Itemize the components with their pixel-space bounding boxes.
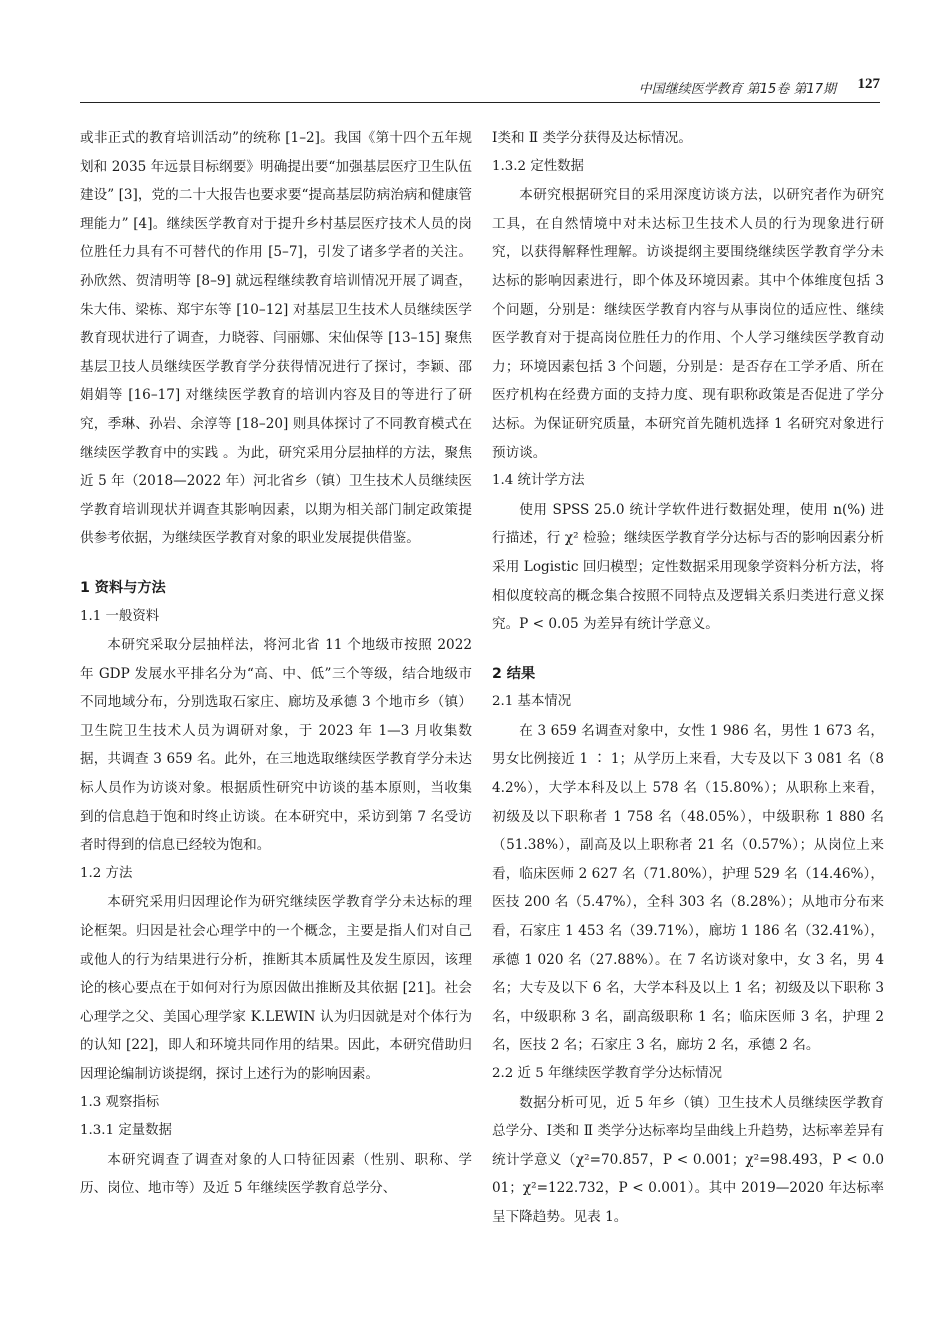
page-number: 127 (857, 76, 880, 92)
section-1-4-paragraph: 使用 SPSS 25.0 统计学软件进行数据处理，使用 n(%) 进行描述，行 χ² 检验；继续医学教育学分达标与否的影响因素分析采用 Logistic 回归模型；定性数据采用现象学资料分析方法，将相似度较高的概念集合按照不同特点及逻辑关系归类进行意义探究。P < 0.05 为差异有统计学意义。 (492, 501, 884, 633)
section-1-1-heading: 1.1 一般资料 (80, 608, 160, 624)
section-2-2-paragraph: 数据分析可见，近 5 年乡（镇）卫生技术人员继续医学教育总学分、Ⅰ类和 Ⅱ 类学分达标率均呈曲线上升趋势，达标率差异有统计学意义（χ²=70.857，P < 0.001；χ²=98.493，P < 0.001；χ²=122.732，P < 0.001）。其中 2019—2020 年达标率呈下降趋势。见表 1。 (492, 1094, 884, 1225)
section-1-3-heading: 1.3 观察指标 (80, 1094, 160, 1110)
section-2-2-heading: 2.2 近 5 年继续医学教育学分达标情况 (492, 1066, 723, 1081)
section-1-3-2-paragraph: 本研究根据研究目的采用深度访谈方法，以研究者作为研究工具，在自然情境中对未达标卫生技术人员的行为现象进行研究，以获得解释性理解。访谈提纲主要围绕继续医学教育学分未达标的影响因素进行，即个体及环境因素。其中个体维度包括 3 个问题，分别是：继续医学教育内容与从事岗位的适应性、继续医学教育对于提高岗位胜任力的作用、个人学习继续医学教育动力；环境因素包括 3 个问题，分别是：是否存在工学矛盾、所在医疗机构在经费方面的支持力度、现有职称政策是否促进了学分达标。为保证研究质量，本研究首先随机选择 1 名研究对象进行预访谈。 (492, 187, 884, 461)
section-1-3-1-paragraph: 本研究调查了调查对象的人口特征因素（性别、职称、学历、岗位、地市等）及近 5 年继续医学教育总学分、 (80, 1151, 472, 1197)
section-2-heading: 2 结果 (492, 665, 536, 682)
section-1-2-heading: 1.2 方法 (80, 865, 133, 881)
section-1-4-heading: 1.4 统计学方法 (492, 473, 585, 489)
section-1-heading: 1 资料与方法 (80, 579, 166, 596)
intro-paragraph: 或非正式的教育培训活动”的统称 [1–2]。我国《第十四个五年规划和 2035 年远景目标纲要》明确提出要“加强基层医疗卫生队伍建设” [3]，党的二十大报告也要求要“提高基层防病治病和健康管理能力” [4]。继续医学教育对于提升乡村基层医疗技术人员的岗位胜任力具有不可替代的作用 [5–7]，引发了诸多学者的关注。孙欣然、贺清明等 [8–9] 就远程继续教育培训情况开展了调查，朱大伟、梁栋、郑宇东等 [10–12] 对基层卫生技术人员继续医学教育现状进行了调查，力晓蓉、闫丽娜、宋仙保等 [13–15] 聚焦基层卫技人员继续医学教育学分获得情况进行了探讨，李颖、邵娟娟等 [16–17] 对继续医学教育的培训内容及目的等进行了研究，季琳、孙岩、余淳等 [18–20] 则具体探讨了不同教育模式在继续医学教育中的实践 。为此，研究采用分层抽样的方法，聚焦近 5 年（2018—2022 年）河北省乡（镇）卫生技术人员继续医学教育培训现状并调查其影响因素，以期为相关部门制定政策提供参考依据，为继续医学教育对象的职业发展提供借鉴。 (80, 130, 472, 547)
section-2-1-heading: 2.1 基本情况 (492, 694, 572, 710)
continued-paragraph: Ⅰ类和 Ⅱ 类学分获得及达标情况。 (492, 130, 692, 146)
running-header (80, 76, 880, 103)
right-column (492, 124, 884, 1232)
journal-title: 中国继续医学教育 第15卷 第17期 (638, 82, 836, 97)
section-1-3-1-heading: 1.3.1 定量数据 (80, 1123, 172, 1139)
section-1-1-paragraph: 本研究采取分层抽样法，将河北省 11 个地级市按照 2022 年 GDP 发展水平排名分为“高、中、低”三个等级，结合地级市不同地域分布，分别选取石家庄、廊坊及承德 3 个地市乡（镇）卫生院卫生技术人员为调研对象，于 2023 年 1—3 月收集数据，共调查 3 659 名。此外，在三地选取继续医学教育学分未达标人员作为访谈对象。根据质性研究中访谈的基本原则，当收集到的信息趋于饱和时终止访谈。在本研究中，采访到第 7 名受访者时得到的信息已经较为饱和。 (80, 637, 472, 854)
section-1-2-paragraph: 本研究采用归因理论作为研究继续医学教育学分未达标的理论框架。归因是社会心理学中的一个概念，主要是指人们对自己或他人的行为结果进行分析，推断其本质属性及发生原因，该理论的核心要点在于如何对行为原因做出推断及其依据 [21]。社会心理学之父、美国心理学家 K.LEWIN 认为归因就是对个体行为的认知 [22]，即人和环境共同作用的结果。因此，本研究借助归因理论编制访谈提纲，探讨上述行为的影响因素。 (80, 894, 472, 1082)
section-1-3-2-heading: 1.3.2 定性数据 (492, 158, 584, 174)
left-column (80, 124, 472, 1203)
section-2-1-paragraph: 在 3 659 名调查对象中，女性 1 986 名，男性 1 673 名，男女比例接近 1 ∶ 1；从学历上来看，大专及以下 3 081 名（84.2%），大学本科及以上 578 名（15.80%）；从职称上来看，初级及以下职称者 1 758 名（48.05%），中级职称 1 880 名（51.38%），副高及以上职称者 21 名（0.57%）；从岗位上来看，临床医师 2 627 名（71.80%），护理 529 名（14.46%），医技 200 名（5.47%），全科 303 名（8.28%）；从地市分布来看，石家庄 1 453 名（39.71%），廊坊 1 186 名（32.41%），承德 1 020 名（27.88%）。在 7 名访谈对象中，女 3 名，男 4 名；大专及以下 6 名，大学本科及以上 1 名；初级及以下职称 3 名，中级职称 3 名，副高级职称 1 名；临床医师 3 名，护理 2 名，医技 2 名；石家庄 3 名，廊坊 2 名，承德 2 名。 (492, 722, 884, 1054)
